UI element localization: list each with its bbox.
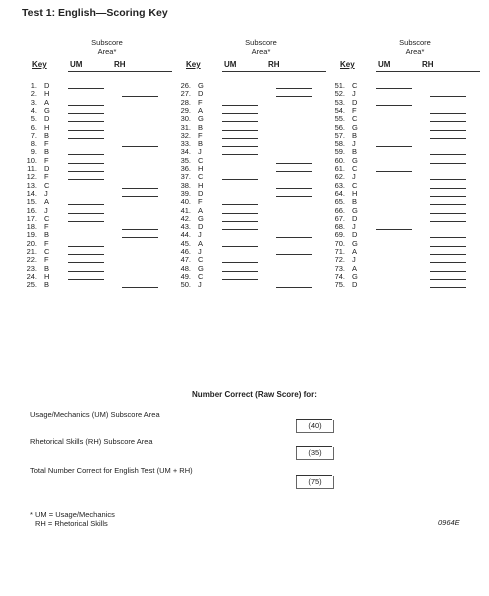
rh-blank[interactable] — [122, 196, 158, 197]
item-number: 28. — [180, 97, 191, 107]
item-number: 56. — [334, 122, 345, 132]
um-blank[interactable] — [222, 279, 258, 280]
item-number: 60. — [334, 155, 345, 165]
rh-blank[interactable] — [430, 121, 466, 122]
item-number: 3. — [30, 97, 37, 107]
max-score: (75) — [296, 476, 334, 489]
answer-key: J — [44, 205, 48, 215]
key-row — [330, 281, 482, 289]
um-blank[interactable] — [68, 130, 104, 131]
answer-key: D — [44, 81, 50, 90]
answer-key: C — [198, 255, 204, 265]
um-blank[interactable] — [68, 171, 104, 172]
item-number: 16. — [26, 205, 37, 215]
item-number: 51. — [334, 81, 345, 90]
rh-blank[interactable] — [430, 204, 466, 205]
rh-blank[interactable] — [430, 287, 466, 288]
subscore-area-header — [176, 38, 328, 56]
answer-key: B — [198, 139, 204, 149]
item-number: 44. — [180, 230, 191, 240]
item-number: 65. — [334, 197, 345, 207]
um-blank[interactable] — [222, 204, 258, 205]
item-number: 9. — [30, 147, 37, 157]
answer-key: A — [198, 238, 204, 248]
header-rule — [222, 71, 326, 72]
um-blank[interactable] — [68, 88, 104, 89]
answer-key: F — [352, 105, 357, 115]
rh-blank[interactable] — [276, 188, 312, 189]
summary-label: Rhetorical Skills (RH) Subscore Area — [30, 437, 153, 446]
rh-blank[interactable] — [122, 188, 158, 189]
um-blank[interactable] — [222, 262, 258, 263]
um-blank[interactable] — [68, 154, 104, 155]
um-header: UM — [224, 60, 237, 69]
answer-key: B — [352, 147, 358, 157]
answer-key: B — [44, 263, 50, 273]
item-number: 74. — [334, 271, 345, 281]
answer-key: C — [352, 114, 358, 124]
item-number: 41. — [180, 205, 191, 215]
item-number: 52. — [334, 89, 345, 99]
answer-key: D — [198, 222, 204, 232]
item-number: 64. — [334, 188, 345, 198]
item-number: 54. — [334, 105, 345, 115]
item-number: 24. — [26, 271, 37, 281]
rh-blank[interactable] — [430, 196, 466, 197]
rh-blank[interactable] — [430, 96, 466, 97]
answer-key: D — [44, 164, 50, 173]
answer-key: F — [198, 197, 203, 207]
item-number: 29. — [180, 105, 191, 115]
key-group-3 — [330, 38, 482, 358]
rh-blank[interactable] — [430, 262, 466, 263]
um-header: UM — [378, 60, 391, 69]
item-number: 38. — [180, 180, 191, 190]
rh-blank[interactable] — [430, 138, 466, 139]
item-number: 70. — [334, 238, 345, 248]
rh-blank[interactable] — [122, 237, 158, 238]
rh-blank[interactable] — [430, 279, 466, 280]
um-header: UM — [70, 60, 83, 69]
page-title: Test 1: English—Scoring Key — [22, 7, 168, 19]
item-number: 18. — [26, 222, 37, 232]
rh-blank[interactable] — [430, 113, 466, 114]
item-number: 63. — [334, 180, 345, 190]
item-number: 20. — [26, 238, 37, 248]
answer-key: J — [352, 139, 356, 149]
answer-key: A — [352, 247, 358, 256]
key-header: Key — [32, 60, 47, 69]
item-number: 17. — [26, 213, 37, 223]
answer-key: C — [198, 271, 204, 281]
item-number: 45. — [180, 238, 191, 248]
answer-key: G — [352, 155, 358, 165]
answer-key: C — [44, 247, 50, 256]
rh-blank[interactable] — [122, 287, 158, 288]
subscore-area-header — [22, 38, 174, 56]
answer-key: B — [198, 122, 204, 132]
rh-blank[interactable] — [430, 254, 466, 255]
item-number: 11. — [27, 164, 37, 173]
um-blank[interactable] — [222, 221, 258, 222]
rh-blank[interactable] — [430, 213, 466, 214]
subscore-area-header — [330, 38, 482, 56]
item-number: 21. — [26, 247, 37, 256]
area-label: Area* — [97, 47, 117, 56]
form-code: 0964E — [438, 518, 460, 527]
um-blank[interactable] — [68, 262, 104, 263]
answer-key: G — [352, 205, 358, 215]
answer-key: G — [198, 114, 204, 124]
key-header: Key — [186, 60, 201, 69]
rh-blank[interactable] — [430, 163, 466, 164]
um-blank[interactable] — [68, 246, 104, 247]
rh-blank[interactable] — [276, 96, 312, 97]
rh-blank[interactable] — [430, 130, 466, 131]
answer-key: J — [198, 280, 202, 290]
item-number: 19. — [26, 230, 37, 240]
summary-label: Total Number Correct for English Test (UM + RH) — [30, 466, 193, 475]
item-number: 58. — [334, 139, 345, 149]
item-number: 61. — [334, 164, 345, 173]
answer-key: B — [352, 130, 358, 140]
area-label: Area* — [405, 47, 425, 56]
item-number: 39. — [180, 188, 191, 198]
um-blank[interactable] — [68, 254, 104, 255]
answer-key: F — [44, 255, 49, 265]
item-number: 47. — [180, 255, 191, 265]
answer-key: D — [44, 114, 50, 124]
answer-key: C — [352, 180, 358, 190]
answer-key: J — [352, 89, 356, 99]
answer-key: C — [352, 164, 358, 173]
rh-blank[interactable] — [276, 196, 312, 197]
rh-header: RH — [114, 60, 126, 69]
item-number: 12. — [26, 172, 37, 182]
item-number: 23. — [26, 263, 37, 273]
item-number: 40. — [180, 197, 191, 207]
um-blank[interactable] — [376, 105, 412, 106]
item-number: 71. — [334, 247, 345, 256]
answer-key: H — [352, 188, 358, 198]
summary-label: Usage/Mechanics (UM) Subscore Area — [30, 410, 160, 419]
um-blank[interactable] — [68, 105, 104, 106]
um-blank[interactable] — [68, 279, 104, 280]
answer-key: C — [44, 180, 50, 190]
rh-blank[interactable] — [122, 146, 158, 147]
um-blank[interactable] — [376, 146, 412, 147]
answer-key: G — [198, 213, 204, 223]
item-number: 26. — [180, 81, 191, 90]
rh-blank[interactable] — [276, 163, 312, 164]
um-blank[interactable] — [376, 229, 412, 230]
answer-key: H — [198, 180, 204, 190]
subscore-label: Subscore — [399, 38, 431, 47]
key-header: Key — [340, 60, 355, 69]
um-blank[interactable] — [376, 171, 412, 172]
um-blank[interactable] — [222, 113, 258, 114]
answer-key: J — [352, 255, 356, 265]
answer-key: A — [44, 197, 50, 207]
answer-key: D — [198, 89, 204, 99]
answer-key: F — [44, 155, 49, 165]
um-blank[interactable] — [68, 163, 104, 164]
rh-blank[interactable] — [430, 237, 466, 238]
item-number: 27. — [180, 89, 191, 99]
answer-key: G — [198, 81, 204, 90]
answer-key: D — [352, 280, 358, 290]
um-blank[interactable] — [222, 130, 258, 131]
um-blank[interactable] — [222, 154, 258, 155]
rh-blank[interactable] — [276, 287, 312, 288]
subscore-label: Subscore — [245, 38, 277, 47]
answer-key: B — [44, 280, 50, 290]
rh-blank[interactable] — [122, 96, 158, 97]
item-number: 1. — [30, 81, 37, 90]
item-number: 34. — [180, 147, 191, 157]
key-row — [176, 281, 328, 289]
header-rule — [376, 71, 480, 72]
rh-blank[interactable] — [276, 171, 312, 172]
answer-key: F — [44, 172, 49, 182]
rh-blank[interactable] — [430, 179, 466, 180]
rh-blank[interactable] — [276, 254, 312, 255]
item-number: 59. — [334, 147, 345, 157]
um-blank[interactable] — [68, 113, 104, 114]
item-number: 8. — [30, 139, 37, 149]
legend-um: * UM = Usage/Mechanics — [30, 510, 115, 519]
key-group-2 — [176, 38, 328, 358]
answer-key: B — [352, 197, 358, 207]
answer-key: D — [352, 97, 358, 107]
answer-key: B — [44, 147, 50, 157]
answer-key: F — [198, 97, 203, 107]
item-number: 15. — [26, 197, 37, 207]
answer-key: J — [352, 172, 356, 182]
answer-key: H — [44, 271, 50, 281]
item-number: 67. — [334, 213, 345, 223]
rh-blank[interactable] — [430, 221, 466, 222]
answer-key: J — [198, 247, 202, 256]
area-label: Area* — [251, 47, 271, 56]
rh-header: RH — [422, 60, 434, 69]
item-number: 13. — [26, 180, 37, 190]
answer-key: D — [352, 230, 358, 240]
answer-key: G — [352, 238, 358, 248]
um-blank[interactable] — [222, 121, 258, 122]
legend — [30, 510, 115, 528]
answer-key: A — [198, 205, 204, 215]
answer-key: F — [44, 139, 49, 149]
answer-key: A — [352, 263, 358, 273]
item-number: 37. — [180, 172, 191, 182]
rh-blank[interactable] — [430, 271, 466, 272]
um-blank[interactable] — [222, 213, 258, 214]
um-blank[interactable] — [222, 146, 258, 147]
max-score: (35) — [296, 447, 334, 460]
answer-key: H — [44, 122, 50, 132]
answer-key: D — [198, 188, 204, 198]
answer-key: D — [352, 213, 358, 223]
um-blank[interactable] — [222, 271, 258, 272]
item-number: 31. — [180, 122, 191, 132]
um-blank[interactable] — [68, 121, 104, 122]
item-number: 7. — [30, 130, 37, 140]
item-number: 33. — [180, 139, 191, 149]
answer-key: B — [44, 230, 50, 240]
item-number: 73. — [334, 263, 345, 273]
answer-key: G — [198, 263, 204, 273]
item-number: 6. — [30, 122, 37, 132]
um-blank[interactable] — [68, 213, 104, 214]
rh-blank[interactable] — [430, 188, 466, 189]
um-blank[interactable] — [68, 179, 104, 180]
item-number: 66. — [334, 205, 345, 215]
item-number: 30. — [180, 114, 191, 124]
item-number: 49. — [180, 271, 191, 281]
key-row — [22, 281, 174, 289]
item-number: 62. — [334, 172, 345, 182]
key-group-1 — [22, 38, 174, 358]
answer-key: F — [44, 238, 49, 248]
item-number: 25. — [26, 280, 37, 290]
item-number: 14. — [26, 188, 37, 198]
um-blank[interactable] — [222, 105, 258, 106]
item-number: 10. — [26, 155, 37, 165]
answer-key: F — [44, 222, 49, 232]
answer-key: C — [198, 155, 204, 165]
rh-header: RH — [268, 60, 280, 69]
um-blank[interactable] — [68, 138, 104, 139]
um-blank[interactable] — [68, 204, 104, 205]
item-number: 36. — [180, 164, 191, 173]
rh-blank[interactable] — [276, 237, 312, 238]
answer-key: C — [198, 172, 204, 182]
item-number: 48. — [180, 263, 191, 273]
item-number: 35. — [180, 155, 191, 165]
item-number: 57. — [334, 130, 345, 140]
answer-key: J — [352, 222, 356, 232]
item-number: 72. — [334, 255, 345, 265]
item-number: 5. — [30, 114, 37, 124]
answer-key: G — [352, 122, 358, 132]
answer-key: A — [198, 105, 204, 115]
um-blank[interactable] — [222, 138, 258, 139]
legend-rh: RH = Rhetorical Skills — [35, 519, 108, 528]
item-number: 50. — [180, 280, 191, 290]
um-blank[interactable] — [68, 271, 104, 272]
um-blank[interactable] — [376, 88, 412, 89]
item-number: 4. — [30, 105, 37, 115]
item-number: 46. — [180, 247, 191, 256]
answer-key: J — [198, 147, 202, 157]
item-number: 2. — [30, 89, 37, 99]
answer-key: C — [352, 81, 358, 90]
rh-blank[interactable] — [276, 88, 312, 89]
answer-key: C — [44, 213, 50, 223]
answer-key: J — [198, 230, 202, 240]
answer-key: J — [44, 188, 48, 198]
item-number: 53. — [334, 97, 345, 107]
answer-key: A — [44, 97, 50, 107]
item-number: 68. — [334, 222, 345, 232]
answer-key: G — [352, 271, 358, 281]
answer-key: H — [44, 89, 50, 99]
answer-key: B — [44, 130, 50, 140]
um-blank[interactable] — [222, 246, 258, 247]
item-number: 32. — [180, 130, 191, 140]
item-number: 22. — [26, 255, 37, 265]
answer-key: G — [44, 105, 50, 115]
rh-blank[interactable] — [430, 246, 466, 247]
header-rule — [68, 71, 172, 72]
summary-title: Number Correct (Raw Score) for: — [192, 390, 317, 399]
um-blank[interactable] — [222, 229, 258, 230]
rh-blank[interactable] — [430, 154, 466, 155]
item-number: 69. — [334, 230, 345, 240]
um-blank[interactable] — [68, 221, 104, 222]
answer-key: F — [198, 130, 203, 140]
answer-key: H — [198, 164, 204, 173]
rh-blank[interactable] — [122, 229, 158, 230]
item-number: 55. — [334, 114, 345, 124]
um-blank[interactable] — [222, 179, 258, 180]
subscore-label: Subscore — [91, 38, 123, 47]
item-number: 42. — [180, 213, 191, 223]
max-score: (40) — [296, 420, 334, 433]
item-number: 75. — [334, 280, 345, 290]
item-number: 43. — [180, 222, 191, 232]
